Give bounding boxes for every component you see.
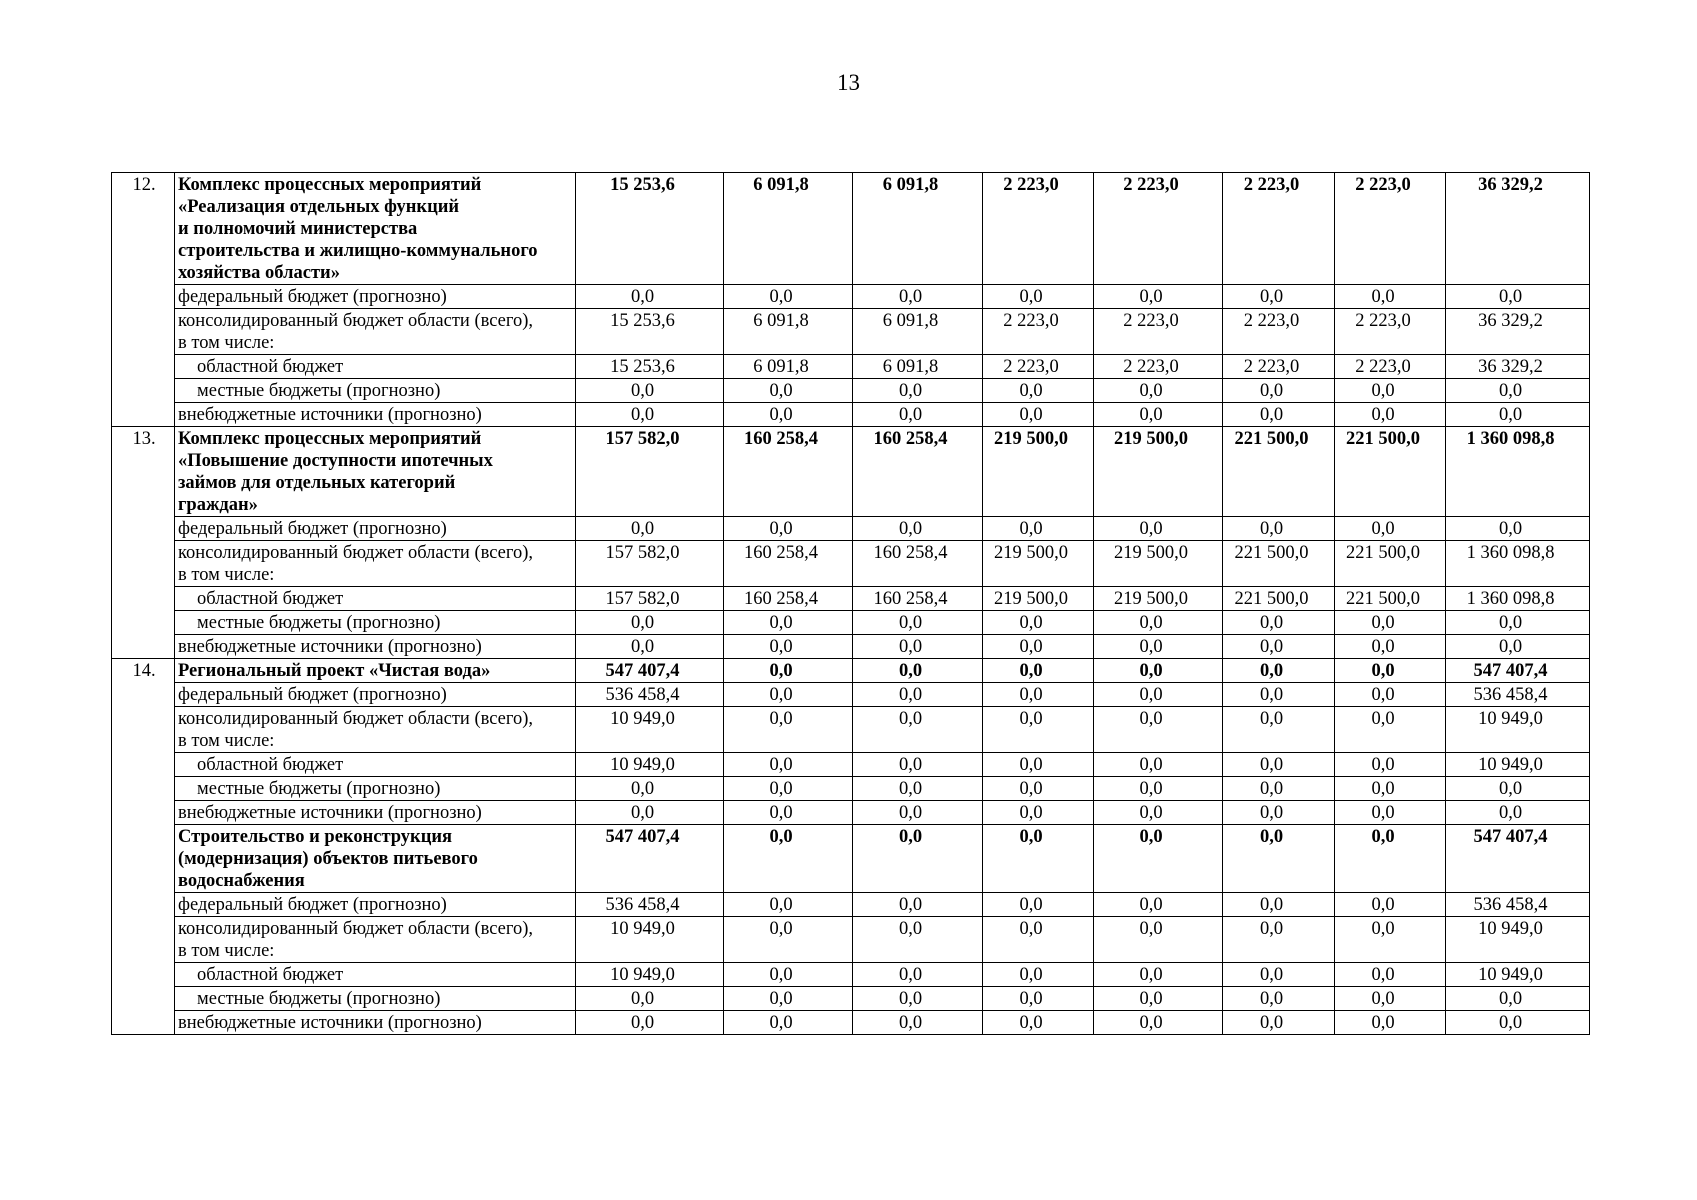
row-total-cell: 10 949,0 <box>1446 753 1590 777</box>
table-row <box>112 309 1590 355</box>
row-label-line: областной бюджет <box>197 589 344 609</box>
row-total-cell: 0,0 <box>1446 777 1590 801</box>
value-cell: 0,0 <box>1223 635 1335 659</box>
value-cell: 160 258,4 <box>724 427 853 517</box>
table-row <box>112 917 1590 963</box>
row-total-cell: 10 949,0 <box>1446 707 1590 753</box>
row-total-cell: 536 458,4 <box>1446 893 1590 917</box>
table-row <box>112 753 1590 777</box>
value-cell: 0,0 <box>1223 707 1335 753</box>
value-cell: 0,0 <box>724 753 853 777</box>
row-label <box>175 963 576 987</box>
row-total-cell: 0,0 <box>1446 1011 1590 1035</box>
value-cell: 0,0 <box>1335 683 1446 707</box>
row-index: 13. <box>112 427 175 659</box>
value-cell: 0,0 <box>983 285 1094 309</box>
table-row <box>112 893 1590 917</box>
row-label-line: местные бюджеты (прогнозно) <box>197 381 441 401</box>
value-cell: 2 223,0 <box>1335 173 1446 285</box>
value-cell: 0,0 <box>853 1011 983 1035</box>
row-label-line: областной бюджет <box>197 755 344 775</box>
row-total-cell: 10 949,0 <box>1446 963 1590 987</box>
value-cell: 0,0 <box>1335 1011 1446 1035</box>
value-cell: 0,0 <box>1335 379 1446 403</box>
value-cell: 0,0 <box>983 753 1094 777</box>
row-label-line: в том числе: <box>178 333 275 353</box>
row-index: 12. <box>112 173 175 427</box>
value-cell: 0,0 <box>1335 893 1446 917</box>
value-cell: 219 500,0 <box>1094 587 1223 611</box>
row-label-line: федеральный бюджет (прогнозно) <box>178 287 447 307</box>
value-cell: 0,0 <box>983 379 1094 403</box>
value-cell: 0,0 <box>1094 683 1223 707</box>
value-cell: 0,0 <box>983 777 1094 801</box>
row-label <box>175 753 576 777</box>
row-label <box>175 285 576 309</box>
value-cell: 0,0 <box>853 379 983 403</box>
table-row <box>112 517 1590 541</box>
row-label-line: в том числе: <box>178 941 275 961</box>
value-cell: 157 582,0 <box>576 587 724 611</box>
row-label <box>175 917 576 963</box>
row-label <box>175 707 576 753</box>
value-cell: 0,0 <box>853 683 983 707</box>
row-total-cell: 0,0 <box>1446 635 1590 659</box>
row-total-cell: 10 949,0 <box>1446 917 1590 963</box>
value-cell: 0,0 <box>853 893 983 917</box>
value-cell: 2 223,0 <box>983 309 1094 355</box>
table-row <box>112 355 1590 379</box>
row-label-line: консолидированный бюджет области (всего), <box>178 709 534 729</box>
table-row <box>112 987 1590 1011</box>
row-label-line: внебюджетные источники (прогнозно) <box>178 803 482 823</box>
value-cell: 2 223,0 <box>1223 355 1335 379</box>
value-cell: 0,0 <box>1094 403 1223 427</box>
value-cell: 0,0 <box>1094 635 1223 659</box>
value-cell: 0,0 <box>724 1011 853 1035</box>
row-total-cell: 0,0 <box>1446 801 1590 825</box>
table-row <box>112 635 1590 659</box>
value-cell: 0,0 <box>983 963 1094 987</box>
value-cell: 0,0 <box>1094 963 1223 987</box>
value-cell: 6 091,8 <box>724 355 853 379</box>
value-cell: 0,0 <box>983 683 1094 707</box>
row-label <box>175 355 576 379</box>
value-cell: 0,0 <box>1094 707 1223 753</box>
value-cell: 2 223,0 <box>1094 355 1223 379</box>
row-total-cell: 0,0 <box>1446 379 1590 403</box>
value-cell: 0,0 <box>724 987 853 1011</box>
value-cell: 0,0 <box>1335 917 1446 963</box>
row-total-cell: 0,0 <box>1446 987 1590 1011</box>
value-cell: 0,0 <box>1223 379 1335 403</box>
table-row <box>112 587 1590 611</box>
value-cell: 6 091,8 <box>853 173 983 285</box>
row-label-line: Строительство и реконструкция <box>178 827 453 847</box>
table-row <box>112 379 1590 403</box>
value-cell: 2 223,0 <box>1335 309 1446 355</box>
row-label-line: (модернизация) объектов питьевого <box>178 849 478 869</box>
value-cell: 0,0 <box>983 611 1094 635</box>
value-cell: 2 223,0 <box>983 173 1094 285</box>
table-row <box>112 683 1590 707</box>
row-total-cell: 547 407,4 <box>1446 659 1590 683</box>
value-cell: 2 223,0 <box>1094 309 1223 355</box>
value-cell: 0,0 <box>1223 987 1335 1011</box>
row-total-cell: 0,0 <box>1446 517 1590 541</box>
table-row <box>112 1011 1590 1035</box>
value-cell: 2 223,0 <box>1223 309 1335 355</box>
value-cell: 0,0 <box>724 659 853 683</box>
row-label-line: «Повышение доступности ипотечных <box>178 451 493 471</box>
row-total-cell: 536 458,4 <box>1446 683 1590 707</box>
value-cell: 157 582,0 <box>576 427 724 517</box>
value-cell: 6 091,8 <box>724 173 853 285</box>
value-cell: 0,0 <box>724 683 853 707</box>
value-cell: 0,0 <box>1335 963 1446 987</box>
value-cell: 0,0 <box>576 403 724 427</box>
value-cell: 221 500,0 <box>1223 541 1335 587</box>
page-number: 13 <box>837 70 860 95</box>
value-cell: 0,0 <box>576 517 724 541</box>
value-cell: 0,0 <box>853 659 983 683</box>
value-cell: 0,0 <box>853 917 983 963</box>
row-label-line: займов для отдельных категорий <box>178 473 456 493</box>
value-cell: 0,0 <box>576 801 724 825</box>
value-cell: 0,0 <box>1094 893 1223 917</box>
row-label-line: консолидированный бюджет области (всего), <box>178 311 534 331</box>
value-cell: 0,0 <box>853 403 983 427</box>
value-cell: 219 500,0 <box>1094 427 1223 517</box>
value-cell: 10 949,0 <box>576 707 724 753</box>
value-cell: 0,0 <box>983 517 1094 541</box>
table-row <box>112 659 1590 683</box>
value-cell: 0,0 <box>1223 917 1335 963</box>
row-total-cell: 0,0 <box>1446 611 1590 635</box>
value-cell: 221 500,0 <box>1223 587 1335 611</box>
value-cell: 0,0 <box>576 777 724 801</box>
value-cell: 0,0 <box>1223 659 1335 683</box>
value-cell: 536 458,4 <box>576 893 724 917</box>
value-cell: 0,0 <box>1094 801 1223 825</box>
row-label-line: местные бюджеты (прогнозно) <box>197 989 441 1009</box>
value-cell: 0,0 <box>1094 917 1223 963</box>
value-cell: 0,0 <box>983 825 1094 893</box>
value-cell: 221 500,0 <box>1335 541 1446 587</box>
value-cell: 0,0 <box>1335 987 1446 1011</box>
value-cell: 0,0 <box>1335 611 1446 635</box>
row-label-line: внебюджетные источники (прогнозно) <box>178 1013 482 1033</box>
value-cell: 0,0 <box>983 801 1094 825</box>
row-label <box>175 403 576 427</box>
value-cell: 2 223,0 <box>1335 355 1446 379</box>
row-total-cell: 1 360 098,8 <box>1446 587 1590 611</box>
value-cell: 0,0 <box>724 917 853 963</box>
row-label-line: местные бюджеты (прогнозно) <box>197 613 441 633</box>
value-cell: 0,0 <box>1335 659 1446 683</box>
value-cell: 0,0 <box>983 1011 1094 1035</box>
row-label-line: «Реализация отдельных функций <box>178 197 460 217</box>
value-cell: 0,0 <box>1223 683 1335 707</box>
row-label <box>175 825 576 893</box>
value-cell: 0,0 <box>983 635 1094 659</box>
value-cell: 0,0 <box>853 635 983 659</box>
value-cell: 0,0 <box>983 659 1094 683</box>
value-cell: 0,0 <box>1223 285 1335 309</box>
value-cell: 0,0 <box>724 517 853 541</box>
value-cell: 221 500,0 <box>1335 427 1446 517</box>
value-cell: 0,0 <box>724 893 853 917</box>
value-cell: 160 258,4 <box>724 587 853 611</box>
row-label <box>175 659 576 683</box>
row-total-cell: 547 407,4 <box>1446 825 1590 893</box>
value-cell: 0,0 <box>1094 753 1223 777</box>
value-cell: 0,0 <box>983 987 1094 1011</box>
value-cell: 10 949,0 <box>576 917 724 963</box>
value-cell: 6 091,8 <box>853 309 983 355</box>
row-label <box>175 379 576 403</box>
row-label <box>175 777 576 801</box>
row-label-line: областной бюджет <box>197 965 344 985</box>
value-cell: 15 253,6 <box>576 309 724 355</box>
value-cell: 0,0 <box>1223 893 1335 917</box>
value-cell: 0,0 <box>1223 801 1335 825</box>
value-cell: 0,0 <box>724 707 853 753</box>
row-label-line: в том числе: <box>178 565 275 585</box>
table-row <box>112 611 1590 635</box>
row-label-line: федеральный бюджет (прогнозно) <box>178 895 447 915</box>
value-cell: 0,0 <box>724 285 853 309</box>
value-cell: 0,0 <box>724 379 853 403</box>
value-cell: 0,0 <box>576 987 724 1011</box>
value-cell: 0,0 <box>1094 825 1223 893</box>
table-row <box>112 777 1590 801</box>
value-cell: 0,0 <box>576 1011 724 1035</box>
row-label <box>175 893 576 917</box>
value-cell: 2 223,0 <box>983 355 1094 379</box>
value-cell: 10 949,0 <box>576 753 724 777</box>
row-label-line: водоснабжения <box>178 871 305 891</box>
table-row <box>112 285 1590 309</box>
table-row <box>112 825 1590 893</box>
value-cell: 0,0 <box>1335 285 1446 309</box>
value-cell: 0,0 <box>853 285 983 309</box>
value-cell: 219 500,0 <box>983 587 1094 611</box>
row-total-cell: 36 329,2 <box>1446 355 1590 379</box>
value-cell: 0,0 <box>853 987 983 1011</box>
value-cell: 160 258,4 <box>853 427 983 517</box>
row-label-line: федеральный бюджет (прогнозно) <box>178 685 447 705</box>
row-total-cell: 36 329,2 <box>1446 173 1590 285</box>
row-label <box>175 173 576 285</box>
row-label <box>175 1011 576 1035</box>
value-cell: 0,0 <box>853 707 983 753</box>
row-label <box>175 611 576 635</box>
row-label <box>175 309 576 355</box>
value-cell: 0,0 <box>1223 777 1335 801</box>
value-cell: 547 407,4 <box>576 659 724 683</box>
value-cell: 0,0 <box>853 753 983 777</box>
value-cell: 0,0 <box>576 379 724 403</box>
value-cell: 0,0 <box>1335 707 1446 753</box>
value-cell: 0,0 <box>983 403 1094 427</box>
value-cell: 0,0 <box>1094 1011 1223 1035</box>
value-cell: 0,0 <box>1335 825 1446 893</box>
table-row <box>112 707 1590 753</box>
budget-table-body <box>112 173 1590 1035</box>
value-cell: 2 223,0 <box>1094 173 1223 285</box>
value-cell: 0,0 <box>1094 517 1223 541</box>
value-cell: 0,0 <box>1223 403 1335 427</box>
row-total-cell: 0,0 <box>1446 285 1590 309</box>
value-cell: 219 500,0 <box>983 541 1094 587</box>
value-cell: 0,0 <box>1223 517 1335 541</box>
table-row <box>112 801 1590 825</box>
row-label-line: местные бюджеты (прогнозно) <box>197 779 441 799</box>
row-label-line: Комплекс процессных мероприятий <box>178 175 482 195</box>
value-cell: 0,0 <box>1223 611 1335 635</box>
value-cell: 0,0 <box>1094 777 1223 801</box>
value-cell: 0,0 <box>724 825 853 893</box>
row-label-line: внебюджетные источники (прогнозно) <box>178 637 482 657</box>
value-cell: 0,0 <box>724 611 853 635</box>
row-label-line: строительства и жилищно-коммунального <box>178 241 538 261</box>
row-label-line: хозяйства области» <box>178 263 340 283</box>
value-cell: 0,0 <box>1335 635 1446 659</box>
value-cell: 0,0 <box>1094 379 1223 403</box>
value-cell: 0,0 <box>853 825 983 893</box>
value-cell: 10 949,0 <box>576 963 724 987</box>
row-label <box>175 635 576 659</box>
row-total-cell: 1 360 098,8 <box>1446 541 1590 587</box>
value-cell: 2 223,0 <box>1223 173 1335 285</box>
value-cell: 219 500,0 <box>1094 541 1223 587</box>
value-cell: 0,0 <box>1094 611 1223 635</box>
value-cell: 0,0 <box>724 963 853 987</box>
value-cell: 0,0 <box>1335 517 1446 541</box>
value-cell: 160 258,4 <box>853 587 983 611</box>
value-cell: 15 253,6 <box>576 173 724 285</box>
row-label-line: консолидированный бюджет области (всего), <box>178 919 534 939</box>
value-cell: 160 258,4 <box>853 541 983 587</box>
table-row <box>112 173 1590 285</box>
value-cell: 0,0 <box>983 707 1094 753</box>
value-cell: 0,0 <box>576 635 724 659</box>
table-row <box>112 403 1590 427</box>
row-label <box>175 801 576 825</box>
value-cell: 0,0 <box>724 801 853 825</box>
value-cell: 221 500,0 <box>1335 587 1446 611</box>
value-cell: 0,0 <box>1335 777 1446 801</box>
value-cell: 536 458,4 <box>576 683 724 707</box>
value-cell: 157 582,0 <box>576 541 724 587</box>
value-cell: 0,0 <box>1223 1011 1335 1035</box>
row-label <box>175 427 576 517</box>
table-row <box>112 541 1590 587</box>
value-cell: 0,0 <box>724 403 853 427</box>
row-label-line: консолидированный бюджет области (всего), <box>178 543 534 563</box>
value-cell: 221 500,0 <box>1223 427 1335 517</box>
value-cell: 0,0 <box>1335 753 1446 777</box>
value-cell: 0,0 <box>853 963 983 987</box>
value-cell: 6 091,8 <box>853 355 983 379</box>
value-cell: 0,0 <box>1223 753 1335 777</box>
value-cell: 0,0 <box>1335 801 1446 825</box>
row-label <box>175 541 576 587</box>
row-label <box>175 517 576 541</box>
value-cell: 0,0 <box>853 777 983 801</box>
value-cell: 0,0 <box>576 285 724 309</box>
row-label <box>175 683 576 707</box>
value-cell: 0,0 <box>1223 963 1335 987</box>
row-label-line: федеральный бюджет (прогнозно) <box>178 519 447 539</box>
value-cell: 219 500,0 <box>983 427 1094 517</box>
value-cell: 0,0 <box>983 917 1094 963</box>
row-label <box>175 987 576 1011</box>
value-cell: 0,0 <box>724 635 853 659</box>
row-label-line: Региональный проект «Чистая вода» <box>178 661 491 681</box>
row-label-line: областной бюджет <box>197 357 344 377</box>
value-cell: 0,0 <box>853 611 983 635</box>
row-index: 14. <box>112 659 175 1035</box>
value-cell: 0,0 <box>853 801 983 825</box>
table-row <box>112 963 1590 987</box>
row-total-cell: 36 329,2 <box>1446 309 1590 355</box>
budget-table <box>111 172 1590 1035</box>
row-label <box>175 587 576 611</box>
value-cell: 160 258,4 <box>724 541 853 587</box>
value-cell: 6 091,8 <box>724 309 853 355</box>
value-cell: 0,0 <box>1094 659 1223 683</box>
value-cell: 0,0 <box>983 893 1094 917</box>
row-total-cell: 1 360 098,8 <box>1446 427 1590 517</box>
row-label-line: граждан» <box>178 495 258 515</box>
value-cell: 0,0 <box>724 777 853 801</box>
table-row <box>112 427 1590 517</box>
row-total-cell: 0,0 <box>1446 403 1590 427</box>
value-cell: 0,0 <box>853 517 983 541</box>
row-label-line: внебюджетные источники (прогнозно) <box>178 405 482 425</box>
value-cell: 0,0 <box>576 611 724 635</box>
row-label-line: и полномочий министерства <box>178 219 418 239</box>
value-cell: 0,0 <box>1335 403 1446 427</box>
value-cell: 0,0 <box>1094 987 1223 1011</box>
row-label-line: Комплекс процессных мероприятий <box>178 429 482 449</box>
value-cell: 15 253,6 <box>576 355 724 379</box>
value-cell: 547 407,4 <box>576 825 724 893</box>
value-cell: 0,0 <box>1094 285 1223 309</box>
value-cell: 0,0 <box>1223 825 1335 893</box>
row-label-line: в том числе: <box>178 731 275 751</box>
